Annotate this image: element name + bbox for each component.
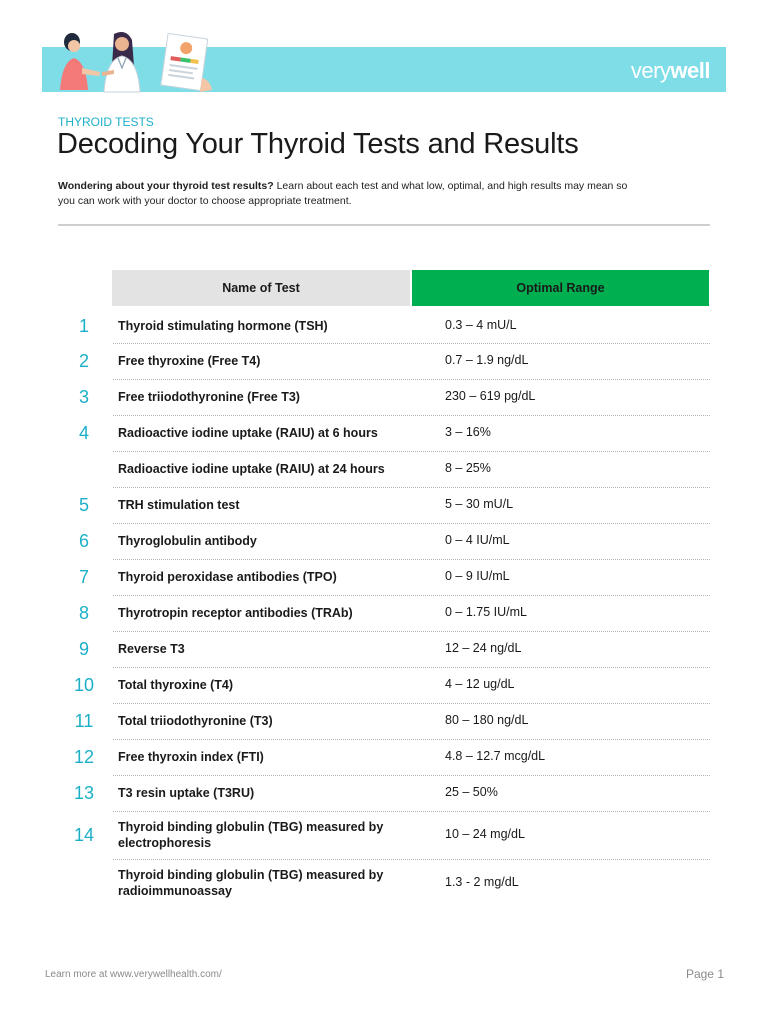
table-row xyxy=(58,488,710,524)
intro-paragraph xyxy=(58,179,638,209)
row-number: 11 xyxy=(74,711,94,731)
doctor-patient-illustration xyxy=(52,28,222,96)
optimal-range: 5 – 30 mU/L xyxy=(445,497,514,511)
table-row xyxy=(58,704,710,740)
logo-well: well xyxy=(670,58,710,83)
optimal-range: 12 – 24 ng/dL xyxy=(445,641,522,655)
test-name: Thyroid binding globulin (TBG) measured by radioimmunoassay xyxy=(118,868,384,898)
test-name: Thyroid peroxidase antibodies (TPO) xyxy=(118,570,337,584)
test-name: Thyroid stimulating hormone (TSH) xyxy=(118,319,328,333)
test-name: Reverse T3 xyxy=(118,642,185,656)
table-row xyxy=(58,452,710,488)
test-name: Total thyroxine (T4) xyxy=(118,678,234,692)
table-row xyxy=(58,596,710,632)
intro-body: Learn about each test and what low, optimal, and high results may mean so you can work with your doctor to choose appropriate treatment. xyxy=(58,180,628,207)
page-number: Page 1 xyxy=(685,967,724,981)
verywell-logo[interactable] xyxy=(631,58,710,84)
table-row xyxy=(58,416,710,452)
logo-very: very xyxy=(630,58,671,83)
optimal-range: 0 – 9 IU/mL xyxy=(445,569,510,583)
test-name: T3 resin uptake (T3RU) xyxy=(118,786,255,800)
table-row xyxy=(58,776,710,812)
table-row xyxy=(58,344,710,380)
optimal-range: 0.7 – 1.9 ng/dL xyxy=(445,353,529,367)
row-number: 8 xyxy=(78,603,89,623)
test-name: Thyroid binding globulin (TBG) measured by electrophoresis xyxy=(118,820,384,850)
row-number: 7 xyxy=(78,567,89,587)
table-row xyxy=(58,860,710,908)
optimal-range: 230 – 619 pg/dL xyxy=(445,389,536,403)
row-number: 3 xyxy=(78,387,89,407)
row-number: 13 xyxy=(73,783,95,803)
optimal-range: 8 – 25% xyxy=(445,461,491,475)
table-row xyxy=(58,524,710,560)
row-number: 10 xyxy=(73,675,95,695)
test-name: Radioactive iodine uptake (RAIU) at 24 hours xyxy=(118,462,385,476)
divider xyxy=(58,224,710,226)
patient-figure xyxy=(60,33,100,90)
table-row xyxy=(58,668,710,704)
row-number: 2 xyxy=(78,351,89,371)
optimal-range: 0 – 4 IU/mL xyxy=(445,533,510,547)
table-row xyxy=(58,560,710,596)
test-name: Total triiodothyronine (T3) xyxy=(118,714,273,728)
optimal-range: 80 – 180 ng/dL xyxy=(445,713,529,727)
optimal-range: 0 – 1.75 IU/mL xyxy=(445,605,527,619)
footer-learn-more[interactable]: Learn more at www.verywellhealth.com/ xyxy=(45,969,222,980)
row-number: 9 xyxy=(78,639,89,659)
row-number: 1 xyxy=(78,316,89,336)
row-number: 12 xyxy=(73,747,95,767)
column-header-range: Optimal Range xyxy=(412,270,709,306)
table-row xyxy=(58,380,710,416)
report-sheet-icon xyxy=(161,33,208,90)
table-row xyxy=(58,310,710,344)
optimal-range: 1.3 - 2 mg/dL xyxy=(445,875,519,889)
row-number: 4 xyxy=(78,423,89,443)
test-name: Thyroglobulin antibody xyxy=(118,534,257,548)
row-number: 14 xyxy=(73,825,95,845)
test-name: Radioactive iodine uptake (RAIU) at 6 hours xyxy=(118,426,378,440)
intro-lead: Wondering about your thyroid test results? xyxy=(58,180,274,192)
category-label: THYROID TESTS xyxy=(58,115,154,129)
row-number: 5 xyxy=(78,495,89,515)
doctor-figure xyxy=(102,32,140,92)
optimal-range: 0.3 – 4 mU/L xyxy=(445,318,517,332)
table-row xyxy=(58,812,710,860)
test-name: Thyrotropin receptor antibodies (TRAb) xyxy=(118,606,353,620)
test-name: TRH stimulation test xyxy=(118,498,240,512)
optimal-range: 25 – 50% xyxy=(445,785,498,799)
test-name: Free thyroxin index (FTI) xyxy=(118,750,264,764)
optimal-range: 3 – 16% xyxy=(445,425,491,439)
optimal-range: 4.8 – 12.7 mcg/dL xyxy=(445,749,546,763)
page-title: Decoding Your Thyroid Tests and Results xyxy=(57,128,579,160)
test-name: Free triiodothyronine (Free T3) xyxy=(118,390,300,404)
optimal-range: 4 – 12 ug/dL xyxy=(445,677,515,691)
test-name: Free thyroxine (Free T4) xyxy=(118,354,261,368)
row-number: 6 xyxy=(78,531,89,551)
table-row xyxy=(58,632,710,668)
table-row xyxy=(58,740,710,776)
column-header-name: Name of Test xyxy=(112,270,410,306)
optimal-range: 10 – 24 mg/dL xyxy=(445,827,525,841)
